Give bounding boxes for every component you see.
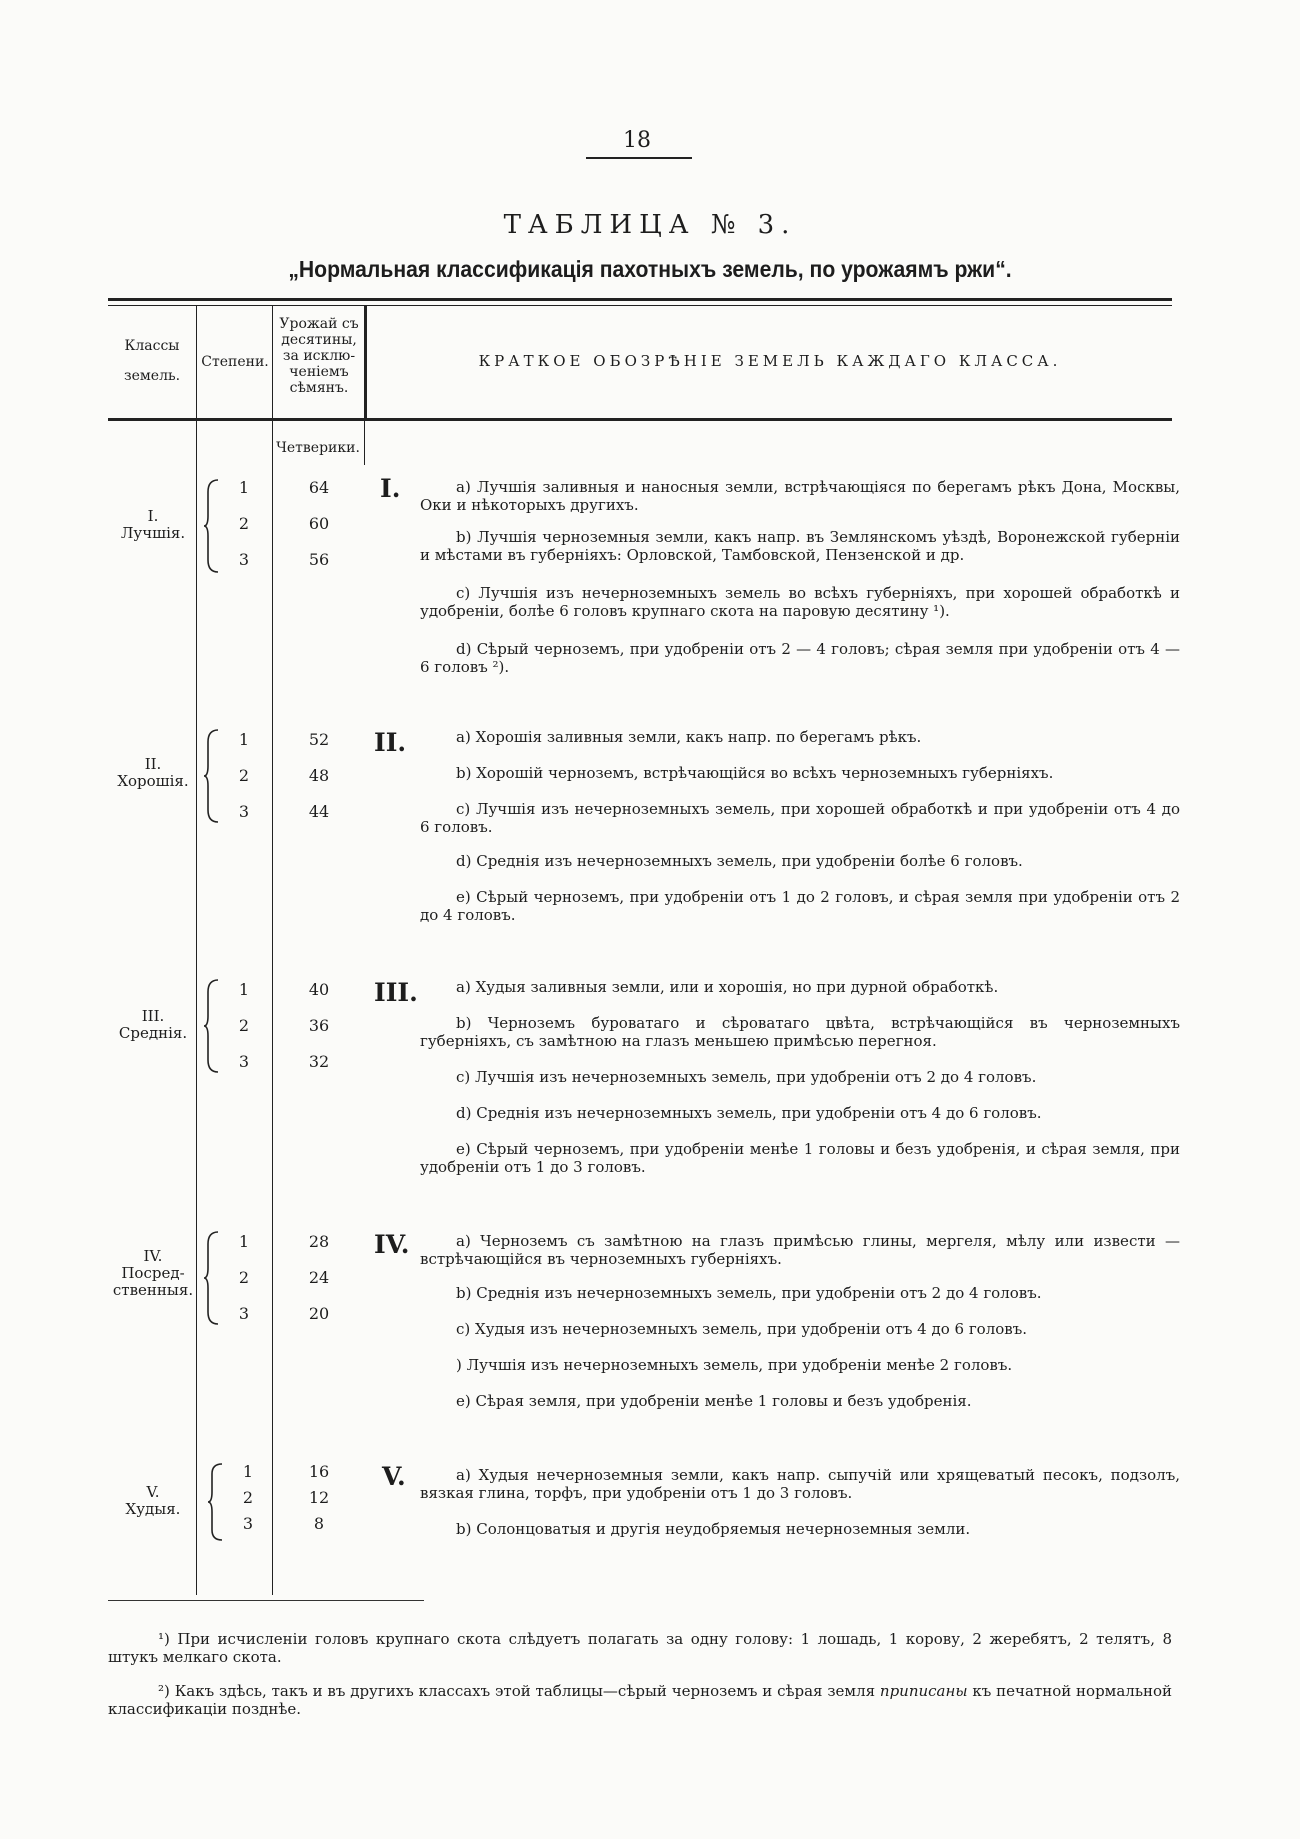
yield-value: 16: [308, 1462, 330, 1481]
header-classes-line2: земель.: [123, 368, 181, 384]
brace-icon: [204, 478, 220, 574]
yield-value: 24: [308, 1268, 330, 1287]
degree-value: 3: [238, 1304, 250, 1323]
class-name: Лучшія.: [120, 524, 186, 542]
degree-value: 1: [238, 980, 250, 999]
header-yield-line3: за исклю-: [282, 348, 356, 364]
column-divider-3: [364, 420, 365, 465]
degree-value: 1: [238, 1232, 250, 1251]
class-description: ) Лучшія изъ нечерноземныхъ земель, при удобреніи менѣе 2 головъ.: [456, 1356, 1013, 1374]
degree-value: 2: [238, 1016, 250, 1035]
column-divider-2: [272, 420, 273, 1595]
class-description: a) Черноземъ съ замѣтною на глазъ примѣсью глины, мергеля, мѣлу или извести — встрѣчающійся въ черноземныхъ губерніяхъ.: [420, 1232, 1180, 1268]
class-numeral: I.: [147, 507, 159, 525]
class-roman-numeral: III.: [374, 978, 418, 1007]
degree-value: 2: [238, 514, 250, 533]
yield-value: 40: [308, 980, 330, 999]
degree-value: 2: [238, 1268, 250, 1287]
header-yield: [274, 316, 364, 396]
table-title: ТАБЛИЦА № 3.: [503, 210, 797, 240]
class-description: e) Сѣрая земля, при удобреніи менѣе 1 головы и безъ удобренія.: [456, 1392, 972, 1410]
class-name: Хорошія.: [117, 772, 189, 790]
degree-value: 3: [238, 802, 250, 821]
page-number-rule: [586, 157, 692, 159]
header-divider-3: [364, 306, 367, 418]
header-review: КРАТКОЕ ОБОЗРѢНІЕ ЗЕМЕЛЬ КАЖДАГО КЛАССА.: [478, 352, 1062, 370]
degree-value: 3: [238, 1052, 250, 1071]
yield-value: 60: [308, 514, 330, 533]
class-label: [112, 1248, 194, 1299]
class-numeral: III.: [141, 1007, 165, 1025]
yield-value: 52: [308, 730, 330, 749]
class-description: e) Сѣрый черноземъ, при удобреніи менѣе 1 головы и безъ удобренія, и сѣрая земля, при удобреніи отъ 1 до 3 головъ.: [420, 1140, 1180, 1176]
class-roman-numeral: I.: [380, 474, 401, 503]
class-description: b) Хорошій черноземъ, встрѣчающійся во всѣхъ черноземныхъ губерніяхъ.: [456, 764, 1054, 782]
degree-value: 3: [242, 1514, 254, 1533]
class-description: d) Среднія изъ нечерноземныхъ земель, при удобреніи болѣе 6 головъ.: [456, 852, 1023, 870]
page-number: 18: [623, 128, 651, 153]
column-divider-1: [196, 420, 197, 1595]
class-name-line1: Посред-: [121, 1264, 185, 1282]
class-description: d) Среднія изъ нечерноземныхъ земель, при удобреніи отъ 4 до 6 головъ.: [456, 1104, 1042, 1122]
brace-icon: [208, 1462, 224, 1542]
table-top-rule-thin: [108, 305, 1172, 306]
header-yield-line4: ченіемъ: [289, 364, 349, 380]
header-bottom-rule: [108, 418, 1172, 421]
class-name-line2: ственныя.: [112, 1281, 194, 1299]
class-roman-numeral: V.: [382, 1462, 406, 1491]
class-name: Среднія.: [118, 1024, 188, 1042]
brace-icon: [204, 728, 220, 824]
class-description: a) Хорошія заливныя земли, какъ напр. по берегамъ рѣкъ.: [456, 728, 922, 746]
class-label: [112, 1008, 194, 1042]
footnote-2-italic: приписаны: [879, 1682, 968, 1700]
class-description: d) Сѣрый черноземъ, при удобреніи отъ 2 — 4 головъ; сѣрая земля при удобреніи отъ 4 — 6 головъ ²).: [420, 640, 1180, 676]
class-roman-numeral: IV.: [374, 1230, 410, 1259]
brace-icon: [204, 978, 220, 1074]
degree-value: 1: [238, 730, 250, 749]
class-description: c) Худыя изъ нечерноземныхъ земель, при удобреніи отъ 4 до 6 головъ.: [456, 1320, 1028, 1338]
yield-value: 64: [308, 478, 330, 497]
class-description: c) Лучшія изъ нечерноземныхъ земель, при удобреніи отъ 2 до 4 головъ.: [456, 1068, 1037, 1086]
class-description: e) Сѣрый черноземъ, при удобреніи отъ 1 до 2 головъ, и сѣрая земля при удобреніи отъ 2 до 4 головъ.: [420, 888, 1180, 924]
class-description: c) Лучшія изъ нечерноземныхъ земель, при хорошей обработкѣ и при удобреніи отъ 4 до 6 головъ.: [420, 800, 1180, 836]
header-divider-1: [196, 306, 197, 418]
class-numeral: II.: [144, 755, 162, 773]
class-name: Худыя.: [125, 1500, 181, 1518]
footnote-1: ¹) При исчисленіи головъ крупнаго скота слѣдуетъ полагать за одну голову: 1 лошадь, 1 корову, 2 жеребятъ, 2 телятъ, 8 штукъ мелкаго скота.: [108, 1630, 1172, 1666]
yield-value: 32: [308, 1052, 330, 1071]
class-description: a) Худыя заливныя земли, или и хорошія, но при дурной обработкѣ.: [456, 978, 999, 996]
footnote-rule: [108, 1600, 424, 1601]
yield-value: 48: [308, 766, 330, 785]
class-label: [112, 1484, 194, 1518]
class-label: [112, 756, 194, 790]
yield-value: 36: [308, 1016, 330, 1035]
class-roman-numeral: II.: [374, 728, 407, 757]
table-subtitle: „Нормальная классификація пахотныхъ земель, по урожаямъ ржи“.: [288, 256, 1012, 282]
degree-value: 2: [242, 1488, 254, 1507]
class-numeral: IV.: [143, 1247, 163, 1265]
yield-value: 12: [308, 1488, 330, 1507]
yield-value: 28: [308, 1232, 330, 1251]
yield-value: 8: [313, 1514, 325, 1533]
class-description: b) Лучшія черноземныя земли, какъ напр. въ Землянскомъ уѣздѣ, Воронежской губерніи и мѣстами въ губерніяхъ: Орловской, Тамбовской, Пензенской и др.: [420, 528, 1180, 564]
header-divider-2: [272, 306, 273, 418]
header-yield-line5: сѣмянъ.: [289, 380, 349, 396]
yield-value: 56: [308, 550, 330, 569]
class-numeral: V.: [146, 1483, 160, 1501]
class-description: c) Лучшія изъ нечерноземныхъ земель во всѣхъ губерніяхъ, при хорошей обработкѣ и удобреніи, болѣе 6 головъ крупнаго скота на паровую десятину ¹).: [420, 584, 1180, 620]
class-description: a) Лучшія заливныя и наносныя земли, встрѣчающіяся по берегамъ рѣкъ Дона, Москвы, Оки и нѣкоторыхъ другихъ.: [420, 478, 1180, 514]
header-degrees: Степени.: [201, 354, 269, 370]
brace-icon: [204, 1230, 220, 1326]
degree-value: 3: [238, 550, 250, 569]
header-classes: [108, 338, 196, 384]
footnote-2: ²) Какъ здѣсь, такъ и въ другихъ классахъ этой таблицы—сѣрый черноземъ и сѣрая земля приписаны къ печатной нормальной классификаціи позднѣе.: [108, 1682, 1173, 1718]
class-description: b) Среднія изъ нечерноземныхъ земель, при удобреніи отъ 2 до 4 головъ.: [456, 1284, 1042, 1302]
degree-value: 2: [238, 766, 250, 785]
class-description: b) Солонцоватыя и другія неудобряемыя нечерноземныя земли.: [456, 1520, 971, 1538]
header-yield-line1: Урожай съ: [279, 316, 359, 332]
header-yield-line2: десятины,: [281, 332, 357, 348]
yield-value: 20: [308, 1304, 330, 1323]
degree-value: 1: [238, 478, 250, 497]
degree-value: 1: [242, 1462, 254, 1481]
header-classes-line1: Классы: [124, 338, 180, 354]
class-description: a) Худыя нечерноземныя земли, какъ напр. сыпучій или хрящеватый песокъ, подзолъ, вязкая глина, торфъ, при удобреніи отъ 1 до 3 головъ.: [420, 1466, 1180, 1502]
yield-value: 44: [308, 802, 330, 821]
class-description: b) Черноземъ буроватаго и сѣроватаго цвѣта, встрѣчающійся въ черноземныхъ губерніяхъ, съ замѣтною на глазъ меньшею примѣсью перегноя.: [420, 1014, 1180, 1050]
class-label: [112, 508, 194, 542]
table-top-rule: [108, 298, 1172, 301]
yield-unit: Четверики.: [276, 440, 360, 456]
